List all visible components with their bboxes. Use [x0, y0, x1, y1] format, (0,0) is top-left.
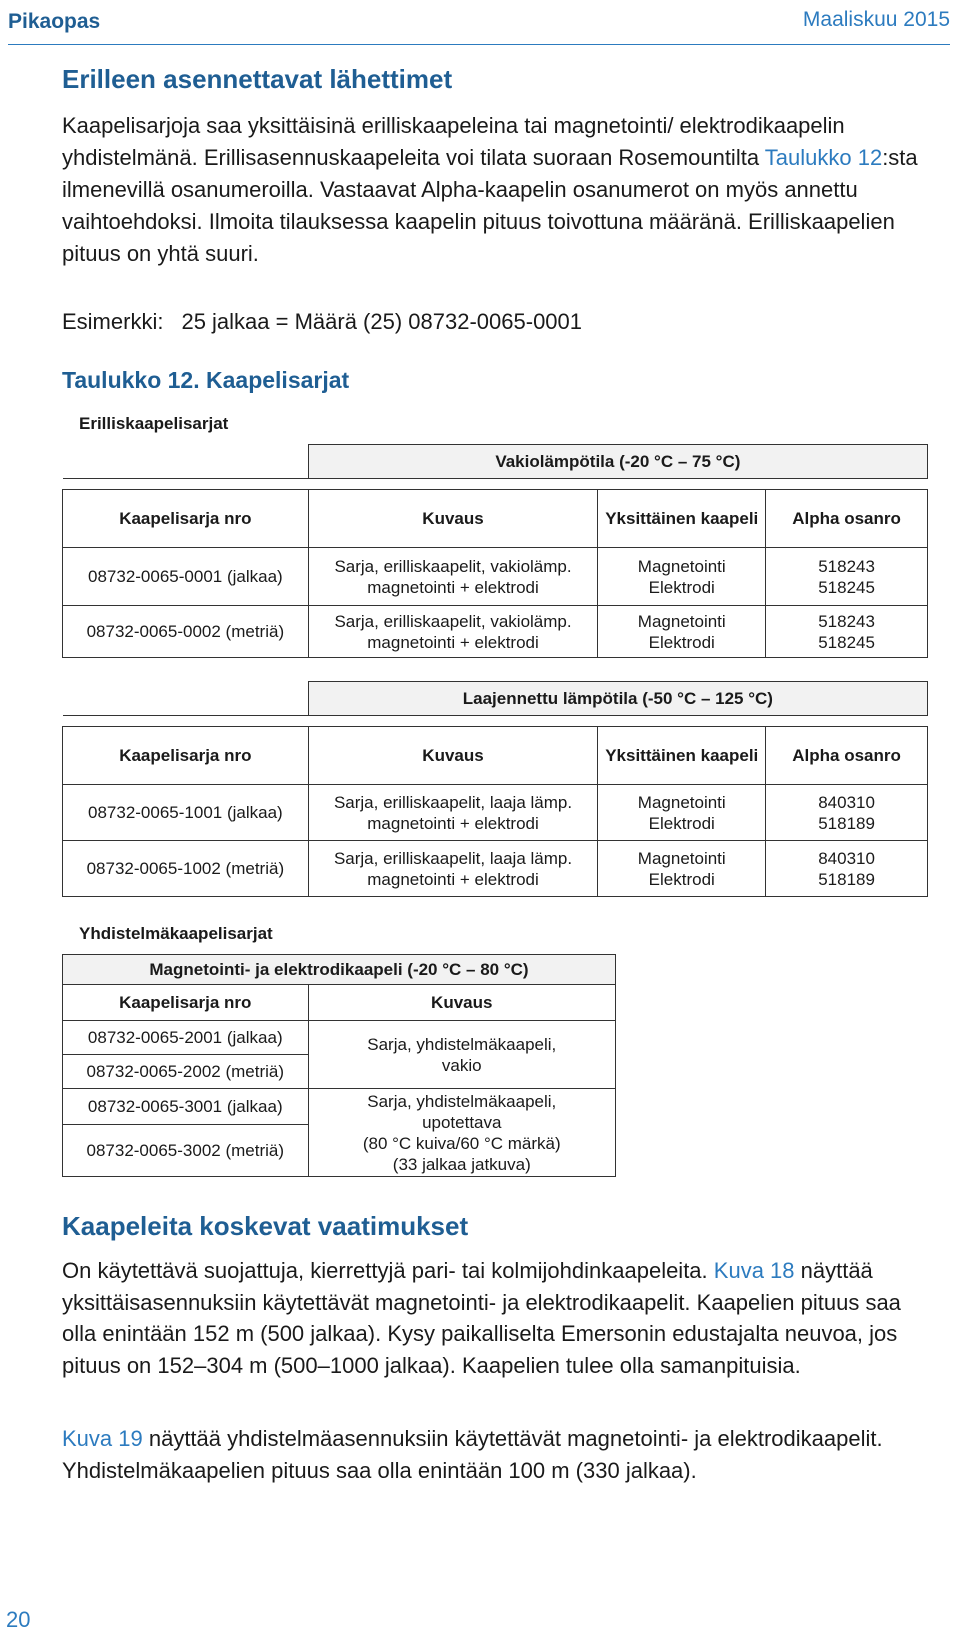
- standard-temp-title: Vakiolämpötila (-20 °C – 75 °C): [308, 445, 927, 479]
- description-submersible: Sarja, yhdistelmäkaapeli, upotettava (80 °C kuiva/60 °C märkä) (33 jalkaa jatkuva): [308, 1089, 615, 1177]
- set-number: 08732-0065-1001 (jalkaa): [63, 785, 309, 841]
- single-cables: Magnetointi Elektrodi: [598, 841, 766, 897]
- description: Sarja, erilliskaapelit, laaja lämp. magnetointi + elektrodi: [308, 785, 598, 841]
- figure-18-link[interactable]: Kuva 18: [713, 1258, 795, 1283]
- single-cables: Magnetointi Elektrodi: [598, 548, 766, 606]
- intro-text-end: :sta ilmenevillä osanumeroilla. Vastaavat Alpha-kaapelin osanumerot on myös annettu vaihtoehdoksi. Ilmoita tilauksessa kaapelin pituus toivottuna määränä. Erilliskaapelien pituus on yhtä suuri.: [62, 145, 918, 266]
- set-number: 08732-0065-3001 (jalkaa): [63, 1089, 309, 1125]
- col-header-set: Kaapelisarja nro: [63, 727, 309, 785]
- table-row: [63, 1021, 616, 1055]
- set-number: 08732-0065-0001 (jalkaa): [63, 548, 309, 606]
- extended-temp-table: [62, 681, 928, 897]
- table-row: [63, 548, 928, 606]
- set-number: 08732-0065-2001 (jalkaa): [63, 1021, 309, 1055]
- guide-title: Pikaopas: [8, 10, 101, 33]
- combination-sets-label: Yhdistelmäkaapelisarjat: [79, 924, 273, 943]
- single-cables: Magnetointi Elektrodi: [598, 606, 766, 658]
- example-value: 25 jalkaa = Määrä (25) 08732-0065-0001: [181, 309, 583, 334]
- table-row: [63, 841, 928, 897]
- extended-temp-title: Laajennettu lämpötila (-50 °C – 125 °C): [308, 682, 927, 716]
- col-header-set: Kaapelisarja nro: [63, 490, 309, 548]
- example-label: Esimerkki:: [62, 309, 164, 334]
- page-number: 20: [6, 1607, 31, 1632]
- description: Sarja, erilliskaapelit, vakiolämp. magnetointi + elektrodi: [308, 606, 598, 658]
- table-row: [63, 785, 928, 841]
- header-rule: [8, 44, 950, 45]
- requirements-paragraph-1: On käytettävä suojattuja, kierrettyjä pari- tai kolmijohdinkaapeleita. Kuva 18 näyttää yksittäisasennuksiin käytettävät magnetointi- ja elektrodikaapelit. Kaapelien pituus saa olla enintään 152 m (500 jalkaa). Kysy paikalliselta Emersonin edustajalta neuvoa, jos pituus on 152–304 m (500–1000 jalkaa). Kaapelien tulee olla samanpituisia.: [62, 1258, 901, 1378]
- description: Sarja, erilliskaapelit, laaja lämp. magnetointi + elektrodi: [308, 841, 598, 897]
- col-header-desc: Kuvaus: [308, 727, 598, 785]
- description: Sarja, erilliskaapelit, vakiolämp. magnetointi + elektrodi: [308, 548, 598, 606]
- col-header-desc: Kuvaus: [308, 985, 615, 1021]
- example-line: [62, 309, 582, 335]
- alpha-numbers: 518243 518245: [766, 548, 928, 606]
- section-title-remote: Erilleen asennettavat lähettimet: [62, 64, 453, 94]
- table-12-link[interactable]: Taulukko 12: [764, 145, 883, 170]
- col-header-set: Kaapelisarja nro: [63, 985, 309, 1021]
- section-title-cable-requirements: Kaapeleita koskevat vaatimukset: [62, 1211, 469, 1241]
- standard-temp-table: [62, 444, 928, 658]
- col-header-alpha: Alpha osanro: [766, 727, 928, 785]
- intro-text-start: Kaapelisarjoja saa yksittäisinä erilliskaapeleina tai magnetointi/ elektrodikaapelin yhdistelmänä. Erillisasennuskaapeleita voi tilata suoraan Rosemountilta: [62, 113, 845, 170]
- figure-19-link[interactable]: Kuva 19: [62, 1426, 143, 1451]
- set-number: 08732-0065-0002 (metriä): [63, 606, 309, 658]
- single-cables: Magnetointi Elektrodi: [598, 785, 766, 841]
- set-number: 08732-0065-3002 (metriä): [63, 1125, 309, 1177]
- requirements-paragraph-2: Kuva 19 näyttää yhdistelmäasennuksiin käytettävät magnetointi- ja elektrodikaapelit. Yhdistelmäkaapelien pituus saa olla enintään 100 m (330 jalkaa).: [62, 1426, 883, 1483]
- set-number: 08732-0065-1002 (metriä): [63, 841, 309, 897]
- table-row: [63, 606, 928, 658]
- combination-title: Magnetointi- ja elektrodikaapeli (-20 °C – 80 °C): [63, 955, 616, 985]
- intro-paragraph: [62, 110, 922, 270]
- description-standard: Sarja, yhdistelmäkaapeli, vakio: [308, 1021, 615, 1089]
- alpha-numbers: 840310 518189: [766, 841, 928, 897]
- table-caption: Taulukko 12. Kaapelisarjat: [62, 367, 350, 393]
- alpha-numbers: 840310 518189: [766, 785, 928, 841]
- combination-table: [62, 954, 616, 1177]
- table-row: [63, 1089, 616, 1125]
- set-number: 08732-0065-2002 (metriä): [63, 1055, 309, 1089]
- col-header-cable: Yksittäinen kaapeli: [598, 490, 766, 548]
- alpha-numbers: 518243 518245: [766, 606, 928, 658]
- col-header-cable: Yksittäinen kaapeli: [598, 727, 766, 785]
- separate-sets-label: Erilliskaapelisarjat: [79, 414, 229, 433]
- col-header-alpha: Alpha osanro: [766, 490, 928, 548]
- publication-date: Maaliskuu 2015: [802, 8, 950, 31]
- col-header-desc: Kuvaus: [308, 490, 598, 548]
